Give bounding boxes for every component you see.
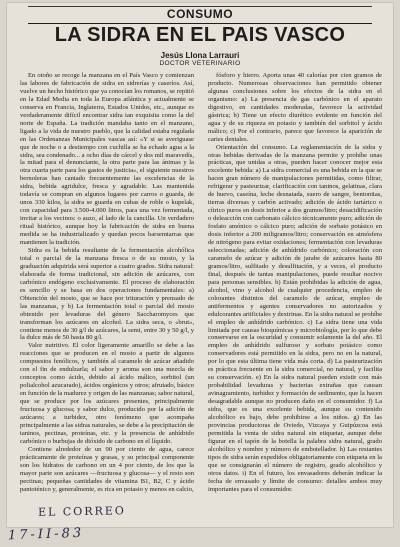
paragraph: Contiene alrededor de un 90 por ciento de agua, carece prácticamente de proteínas y grasas, y su principal componente son los hidratos de carbono en un 4 por ciento, de los que la mayor parte son azúcares —fructuosa y glucosa— y el resto son pectinas; pequeñas cantidades de vitamina B1, B2, C y ácido pantoténico y, generalmente, es rica en potasio y menos en calcio, xyxy=(20,445,194,493)
newspaper-stamp: EL CORREO xyxy=(37,504,126,519)
article-column-right xyxy=(208,72,382,504)
author-role: DOCTOR VETERINARIO xyxy=(159,60,241,67)
paragraph: En otoño se recoge la manzana en el País Vasco y comienzan las labores de fabricación de sidra en sidrerías y caseríos. Así, vuelve un hecho histórico que ya conocían los romanos, se repitió en la Edad Media en toda la Europa atlántica y actualmente se conserva en Francia, Inglaterra, Estados Unidos, etc., aunque es verdaderamente difícil encontrar sidra tan exquisita como la del norte de España. La tradición mandaba tanto en el manzano, ligado a la vida de nuestro pueblo, que la calidad estaba regulada en las Ordenanzas Municipales vascas así: «Y si se averiguase que de noche o a destiempo con cuchilla se ha echado agua a la sidra, sea condenado... a ocho días de cárcel y dos mil maravedís, la mitad para el denunciante, la otra parte para las ánimas y la otra cuarta parte para los gastos de justicia», el siguiente nuestros bernoleras han cantado frecuentemente las excelencias de la sidra, bebida agridulce, fresca y agradable. Las mantenida todavía se compran en algunos lugares por carros o guarda, de unos 330 kilos, la sidra se guarda en cubas de roble o kupelak, con capacidad para 3.500-4.000 litros, para una vez fermentada, invitar a los vecinos: o auzo, al lado de la cancilla. Un verdadero ritual histórico, aunque hoy la fabricación de sidra en buena medida se ha industrializado y quedan pocos barsemtarras que mantienen la tradición. xyxy=(20,72,194,247)
article-column-left xyxy=(20,72,194,504)
paragraph: Valor nutritivo. El color ligeramente amarillo se debe a las reacciones que se producen en el mosto a partir de algunos compuestos fenólicos, y también al caramelo de azúcar añadido con el fin de endulzarla; el sabor y aroma son una mezcla de conceptos como ácido, debido al ácido málico, sorbitol (un polialcohol azucarado), ácidos orgánicos y otros; afrutado, básico en función de la madurez y origen de las manzanas; sabor natural, que se produce por los azúcares presentes, principalmente fructuosa y glucosa; y sabor dulce, producido por la adición de azúcares; a turbidez, otro fenómeno que acompaña principalmente a las sidras naturales, se debe a la precipitación de taninos, pectinas, proteínas, etc. y la presencia de anhídrido carbónico o burbujas de dióxido de carbono en el líquido. xyxy=(20,342,194,445)
newspaper-clipping xyxy=(6,2,394,528)
paragraph: fósforo y hierro. Aporta unas 40 calorías por cien gramos de producto. Numerosas observaciones han permitido obtener algunas conclusiones sobre los efectos de la sidra en el organismo: a) La presencia de gas carbónico en el aparato digestivo, en cantidades moderadas, favorece la actividad gástrica; b) Tiene un efecto diurético evidente en función del agua y de su riqueza en potasio y también del sorbitol y ácido málico; c) Por el contrario, parece que favorece la aparición de caries dentales. xyxy=(208,72,382,143)
author-name: Jesús Llona Larrauri xyxy=(160,51,240,60)
section-title: CONSUMO xyxy=(166,7,234,21)
article-headline: LA SIDRA EN EL PAIS VASCO xyxy=(54,24,346,46)
paragraph: Orientación del consumo. La reglamentación de la sidra y otras bebidas derivadas de la manzana permite y prohíbe unas prácticas, que unidas a otras, pueden hacer conocer mejor esta excelente bebida: a) La sidra comercial es una bebida en la que se hacen gran número de manipulaciones permitidas, como filtrar, refrigerar y pasteurizar, clarificación con taninos, gelatinas, clara de huevo, caseína, leche desnatada, suero de sangre, bentonitas, tierras diversas y carbón activado; adición de ácido tartárico o cítrico puros en dosis inferior a dos gramos/litro; desacidificación o deleacción con carbonato cálcico técnicamente puro; adición de fosfato amónico o cálcico puro; adición de sorbato potásico en dosis inferior a 200 miligramos/litro; conservación en atmósfera de nitrógeno para evitar oxidaciones; fermentación con levaduras seleccionadas; adición de anhídrido carbónico; coloración con caramelo de azúcar y adición de jarabe de azúcares hasta 80 gramos/litro, sulfitado y desulfitación, y a veces, el producto final, después de tantas manipulaciones, puede resultar nocivo para personas sensibles. b) Están prohibidas la adición de agua, alcohol, vino y alcohol de cualquier procedencia, empleo de colorantes distintos del caramelo de azúcar, empleo de antifermentos y agentes conservadores no autorizados y edulcorantes artificiales y dextrinas. En la sidra natural se prohíbe el empleo de anhídrido carbónico. c) La sidra tiene una vida limitada por causas bioquímicas y microbiología, por lo que debe conservarse en la oscuridad y consumir solamente la del año. El empleo de anhídrido sulfuroso y sorbato potásico como conservadores está permitido en la sidra, pero no en la natural, por lo que esta última tiene vida más corta. d) La pasteurización es práctica frecuente en la sidra comercial, no natural, y facilita su conservación. e) En la sidra natural pueden existir con más probabilidad levaduras y bacterias extrañas que causan avinagramiento, turbidez y formación de sedimento, que la hacen desagradable aunque no producen daño en el consumidor. f) La sidra, que es una excelente bebida, aunque su contenido alcohólico es bajo, debe prohibirse a los niños. g) En las provincias productoras de Oviedo, Vizcaya y Guipúzcoa está permitida la venta de sidra natural sin etiquetar, aunque debe figurar en el tapón de la botella la palabra sidra natural, grado alcohólico y nombre y número de embotellador. h) Las restantes tipos de sidra serán expedidos obligatoriamente con etiqueta en la que se consignarán el número de registro, grado alcohólico y otros datos. i) En el futuro, los envasadores deberán indicar la fecha de envasado y límite de consumo: detalles ambos muy importantes para el consumidor. xyxy=(208,143,382,493)
paragraph: Sidra es la bebida resultante de la fermentación alcohólica total o parcial de la manzana fresca o de su mosto, y la graduación adquirida será superior a cuatro grados. Sidra natural: elaborada de forma tradicional, sin adición de azúcares, con carbónico endógeno exclusivamente. El proceso de elaboración es sencillo y se basa en dos operaciones fundamentales: a) Obtención del mosto, que se hace por trituración y prensado de las manzanas, y b) La fermentación total o parcial del mosto obtenido por levaduras del género Saccharomyces que transforman los azúcares en alcohol. La sidra seca, o «brut», contiene menos de 30 g/l de azúcares, la semi, entre 30 y 50 g/l, y la dulce más de 50 hasta 80 g/l. xyxy=(20,246,194,342)
date-stamp: 17-II-83 xyxy=(7,525,85,544)
